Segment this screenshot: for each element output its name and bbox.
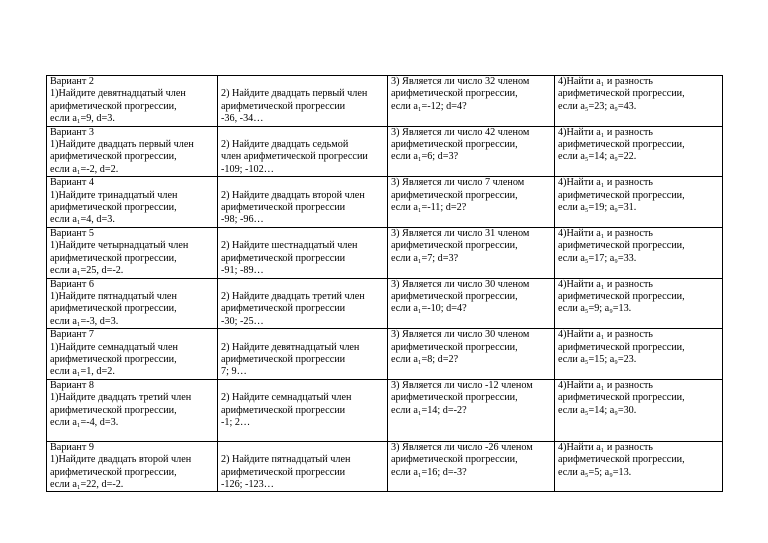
task-cell-2: [218, 278, 388, 329]
task-line: 1)Найдите двадцать второй член: [50, 454, 192, 466]
task-line: арифметической прогрессии,: [558, 240, 685, 252]
task-line: если a₅=19; a₉=31.: [558, 202, 637, 214]
task-cell-1: [47, 329, 218, 380]
task-line: арифметической прогрессии,: [391, 139, 518, 151]
task-cell-1: [47, 379, 218, 441]
task-line: если a₁=9, d=3.: [50, 113, 115, 125]
variant-row: [47, 76, 723, 127]
task-line: 7; 9…: [221, 366, 247, 378]
task-line: 3) Является ли число 7 членом: [391, 177, 525, 189]
task-cell-1: [47, 441, 218, 492]
task-cell-4: [555, 441, 723, 492]
task-line: 4)Найти a₁ и разность: [558, 441, 653, 453]
task-line: -126; -123…: [221, 478, 274, 490]
task-line: если a₁=6; d=3?: [391, 151, 459, 163]
task-line: арифметической прогрессии,: [558, 139, 685, 151]
task-line: арифметической прогрессии,: [558, 88, 685, 100]
task-line: арифметической прогрессии,: [50, 151, 177, 163]
task-line: -30; -25…: [221, 315, 264, 327]
task-line: -109; -102…: [221, 163, 274, 175]
task-line: арифметической прогрессии,: [558, 454, 685, 466]
task-line: если a₅=14; a₉=22.: [558, 151, 637, 163]
task-line: 1)Найдите тринадцатый член: [50, 189, 178, 201]
task-cell-2: [218, 227, 388, 278]
task-line: арифметической прогрессии,: [50, 404, 177, 416]
task-cell-4: [555, 278, 723, 329]
task-cell-3: [388, 177, 555, 228]
variant-row: [47, 329, 723, 380]
cell-spacer: [221, 228, 384, 240]
task-line: -91; -89…: [221, 265, 264, 277]
task-cell-2: [218, 126, 388, 177]
task-line: 4)Найти a₁ и разность: [558, 177, 653, 189]
task-line: 1)Найдите девятнадцатый член: [50, 88, 186, 100]
task-line: арифметической прогрессии,: [50, 252, 177, 264]
task-line: если a₅=14; a₉=30.: [558, 404, 637, 416]
task-cell-3: [388, 379, 555, 441]
task-cell-3: [388, 278, 555, 329]
task-cell-3: [388, 126, 555, 177]
variants-table: [46, 75, 723, 492]
task-line: если a₁=22, d=-2.: [50, 478, 124, 490]
task-line: арифметической прогрессии,: [391, 290, 518, 302]
task-line: арифметической прогрессии,: [391, 392, 518, 404]
cell-spacer: [221, 76, 384, 88]
task-line: -1; 2…: [221, 416, 251, 428]
task-line: арифметической прогрессии,: [391, 189, 518, 201]
task-line: если a₅=15; a₉=23.: [558, 353, 637, 365]
task-line: 4)Найти a₁ и разность: [558, 227, 653, 239]
task-line: 4)Найти a₁ и разность: [558, 379, 653, 391]
task-cell-4: [555, 76, 723, 127]
variant-row: [47, 278, 723, 329]
cell-spacer: [221, 127, 384, 139]
task-line: арифметической прогрессии,: [391, 454, 518, 466]
cell-spacer: [221, 329, 384, 341]
task-line: 2) Найдите шестнадцатый член: [221, 240, 358, 252]
task-cell-4: [555, 126, 723, 177]
task-line: арифметической прогрессии: [221, 303, 346, 315]
task-cell-1: [47, 227, 218, 278]
task-line: арифметической прогрессии,: [50, 303, 177, 315]
variant-row: [47, 379, 723, 441]
task-line: арифметической прогрессии,: [558, 290, 685, 302]
task-cell-3: [388, 227, 555, 278]
task-cell-2: [218, 177, 388, 228]
task-cell-1: [47, 278, 218, 329]
task-line: если a₁=-10; d=4?: [391, 303, 467, 315]
task-line: если a₅=17; a₉=33.: [558, 252, 637, 264]
task-line: если a₅=9; a₉=13.: [558, 303, 632, 315]
task-cell-4: [555, 227, 723, 278]
task-line: арифметической прогрессии: [221, 466, 346, 478]
task-line: если a₅=23; a₉=43.: [558, 100, 637, 112]
task-line: 1)Найдите двадцать третий член: [50, 392, 192, 404]
task-line: 3) Является ли число 30 членом: [391, 329, 530, 341]
task-line: 1)Найдите двадцать первый член: [50, 139, 194, 151]
variant-title: Вариант 6: [50, 278, 94, 290]
task-cell-4: [555, 379, 723, 441]
task-line: если a₁=-11; d=2?: [391, 202, 467, 214]
task-line: если a₁=-4, d=3.: [50, 416, 119, 428]
cell-spacer: [221, 442, 384, 454]
task-line: арифметической прогрессии,: [50, 466, 177, 478]
cell-spacer: [221, 177, 384, 189]
task-line: если a₁=1, d=2.: [50, 366, 115, 378]
task-line: арифметической прогрессии,: [50, 202, 177, 214]
task-line: 2) Найдите двадцать второй член: [221, 189, 365, 201]
variant-title: Вариант 8: [50, 379, 94, 391]
task-line: арифметической прогрессии,: [391, 341, 518, 353]
task-line: арифметической прогрессии,: [50, 100, 177, 112]
task-line: если a₁=16; d=-3?: [391, 466, 467, 478]
task-line: 3) Является ли число -12 членом: [391, 379, 533, 391]
task-line: 4)Найти a₁ и разность: [558, 76, 653, 87]
task-line: если a₁=4, d=3.: [50, 214, 115, 226]
task-line: 2) Найдите пятнадцатый член: [221, 454, 351, 466]
cell-spacer: [221, 279, 384, 291]
task-cell-1: [47, 76, 218, 127]
task-line: 1)Найдите четырнадцатый член: [50, 240, 189, 252]
task-line: 3) Является ли число 30 членом: [391, 278, 530, 290]
variant-title: Вариант 7: [50, 329, 94, 341]
task-line: арифметической прогрессии,: [391, 240, 518, 252]
variants-table-body: [47, 76, 723, 492]
task-line: если a₁=-12; d=4?: [391, 100, 467, 112]
task-line: 4)Найти a₁ и разность: [558, 278, 653, 290]
task-line: 2) Найдите двадцать первый член: [221, 88, 368, 100]
variant-row: [47, 441, 723, 492]
task-line: если a₁=8; d=2?: [391, 353, 459, 365]
task-line: 2) Найдите двадцать третий член: [221, 290, 365, 302]
task-cell-1: [47, 177, 218, 228]
task-line: арифметической прогрессии,: [50, 353, 177, 365]
task-line: 4)Найти a₁ и разность: [558, 329, 653, 341]
task-cell-1: [47, 126, 218, 177]
task-cell-2: [218, 76, 388, 127]
task-line: -98; -96…: [221, 214, 264, 226]
task-cell-4: [555, 329, 723, 380]
variant-title: Вариант 2: [50, 76, 94, 87]
task-line: 1)Найдите семнадцатый член: [50, 341, 178, 353]
task-line: 2) Найдите девятнадцатый член: [221, 341, 360, 353]
variant-title: Вариант 3: [50, 126, 94, 138]
task-line: арифметической прогрессии,: [391, 88, 518, 100]
task-cell-2: [218, 441, 388, 492]
task-line: арифметической прогрессии,: [558, 189, 685, 201]
task-cell-2: [218, 379, 388, 441]
task-cell-4: [555, 177, 723, 228]
task-line: 3) Является ли число -26 членом: [391, 441, 533, 453]
task-line: 4)Найти a₁ и разность: [558, 126, 653, 138]
task-line: арифметической прогрессии: [221, 252, 346, 264]
task-line: если a₁=7; d=3?: [391, 252, 459, 264]
task-line: -36, -34…: [221, 113, 264, 125]
task-line: 2) Найдите семнадцатый член: [221, 392, 352, 404]
variant-title: Вариант 9: [50, 441, 94, 453]
variant-title: Вариант 4: [50, 177, 94, 189]
task-line: если a₁=-3, d=3.: [50, 315, 119, 327]
task-line: если a₁=-2, d=2.: [50, 163, 119, 175]
task-line: арифметической прогрессии: [221, 404, 346, 416]
task-line: арифметической прогрессии,: [558, 392, 685, 404]
task-line: арифметической прогрессии: [221, 202, 346, 214]
task-line: 3) Является ли число 32 членом: [391, 76, 530, 87]
task-line: арифметической прогрессии: [221, 353, 346, 365]
task-cell-3: [388, 329, 555, 380]
task-line: арифметической прогрессии,: [558, 341, 685, 353]
variant-row: [47, 126, 723, 177]
task-cell-3: [388, 76, 555, 127]
variant-title: Вариант 5: [50, 227, 94, 239]
task-line: если a₅=5; a₉=13.: [558, 466, 632, 478]
task-line: член арифметической прогрессии: [221, 151, 368, 163]
task-line: если a₁=14; d=-2?: [391, 404, 467, 416]
task-line: 3) Является ли число 31 членом: [391, 227, 530, 239]
variant-row: [47, 177, 723, 228]
variant-row: [47, 227, 723, 278]
cell-spacer: [221, 380, 384, 392]
task-line: 1)Найдите пятнадцатый член: [50, 290, 177, 302]
task-cell-3: [388, 441, 555, 492]
task-line: 3) Является ли число 42 членом: [391, 126, 530, 138]
task-cell-2: [218, 329, 388, 380]
task-line: арифметической прогрессии: [221, 100, 346, 112]
task-line: 2) Найдите двадцать седьмой: [221, 139, 349, 151]
task-line: если a₁=25, d=-2.: [50, 265, 124, 277]
